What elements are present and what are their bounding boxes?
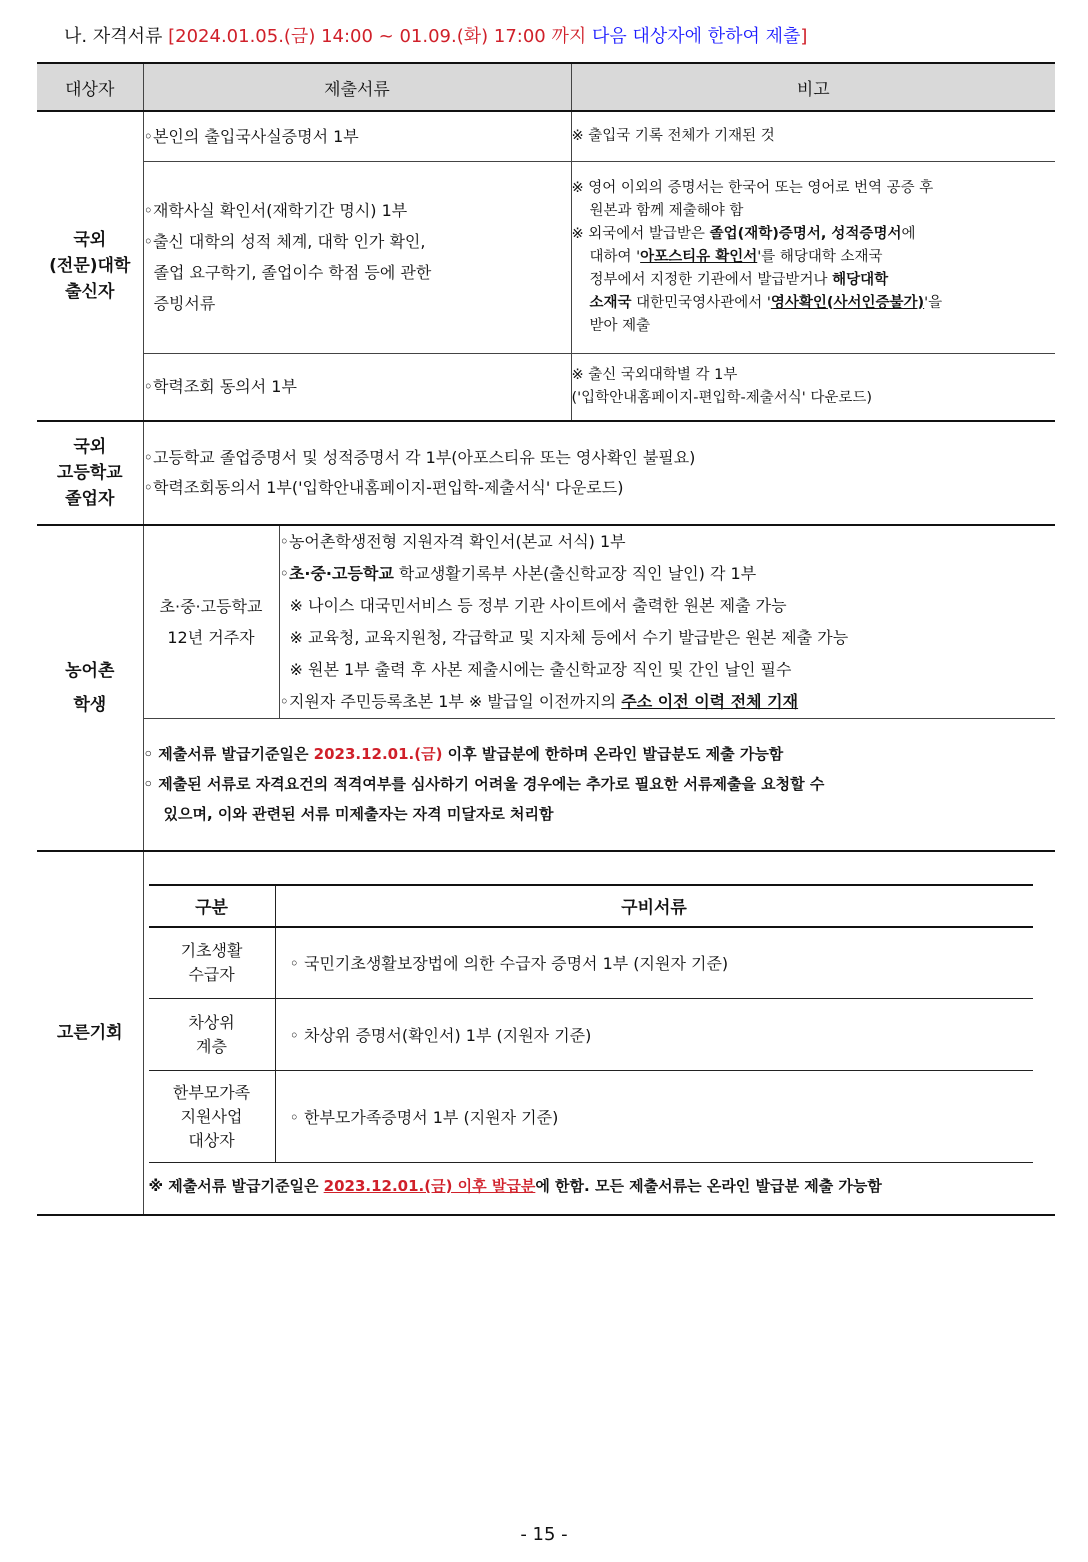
note-text: 정부에서 지정한 기관에서 발급받거나 xyxy=(589,271,833,288)
row-doc: ◦ 한부모가족증명서 1부 (지원자 기준) xyxy=(275,1071,1033,1163)
note-line: ※ 출신 국외대학별 각 1부 xyxy=(571,366,738,383)
rural-notes xyxy=(143,719,1055,851)
cat-line: 국외 xyxy=(73,230,107,250)
doc-line: 졸업 요구학기, 졸업이수 학점 등에 관한 xyxy=(153,263,432,282)
note-text: 대하여 ' xyxy=(589,248,641,265)
note-line xyxy=(572,292,1056,315)
doc-line: ※ 원본 1부 출력 후 사본 제출시에는 출신학교장 직인 및 간인 날인 필수 xyxy=(289,660,792,679)
header-documents: 제출서류 xyxy=(143,63,571,111)
note-line: 원본과 함께 제출해야 함 xyxy=(589,202,744,219)
doc-enrollment xyxy=(143,161,571,353)
note-line xyxy=(572,246,1056,269)
note-line xyxy=(572,223,1056,246)
doc-high-school xyxy=(143,421,1055,525)
note-text: '을 xyxy=(924,294,943,311)
rural-subcategory xyxy=(143,525,279,719)
sub-line: 12년 거주자 xyxy=(167,628,255,647)
doc-line: ◦고등학교 졸업증명서 및 성적증명서 각 1부(아포스티유 또는 영사확인 불필요) xyxy=(143,448,696,467)
doc-bold: 초·중·고등학교 xyxy=(288,564,394,583)
label-line: 지원사업 xyxy=(180,1106,243,1126)
title-target: 다음 대상자에 한하여 제출 xyxy=(586,26,801,47)
row-label xyxy=(149,927,276,999)
sub-line: 초·중·고등학교 xyxy=(159,597,263,616)
doc-text: ◦ xyxy=(279,564,289,583)
note-line: 있으며, 이와 관련된 서류 미제출자는 자격 미달자로 처리함 xyxy=(163,805,554,824)
doc-line: ◦재학사실 확인서(재학기간 명시) 1부 xyxy=(143,201,408,220)
category-foreign-high xyxy=(37,421,143,525)
title-prefix: 나. 자격서류 xyxy=(64,26,169,47)
header-target: 대상자 xyxy=(37,63,143,111)
note-text: 에 xyxy=(901,225,916,242)
note-line: ◦ 제출된 서류로 자격요건의 적격여부를 심사하기 어려울 경우에는 추가로 필요한 서류제출을 요청할 수 xyxy=(143,775,825,794)
cat-line: 학생 xyxy=(73,694,107,715)
doc-line: ◦학력조회동의서 1부('입학안내홈페이지-편입학-제출서식' 다운로드) xyxy=(143,478,624,497)
label-line: 수급자 xyxy=(188,964,235,984)
foot-text: ※ 제출서류 발급기준일은 xyxy=(148,1177,324,1195)
cat-line: 고등학교 xyxy=(56,463,123,483)
doc-line: 증빙서류 xyxy=(153,294,216,313)
header-remarks: 비고 xyxy=(571,63,1055,111)
documents-table xyxy=(37,62,1055,1216)
label-line: 계층 xyxy=(196,1036,227,1056)
note-bold: 영사확인(사서인증불가) xyxy=(770,294,925,311)
note-line xyxy=(572,269,1056,292)
section-title xyxy=(64,22,807,48)
note-date: 2023.12.01.(금) xyxy=(313,745,443,764)
doc-text: 학교생활기록부 사본(출신학교장 직인 날인) 각 1부 xyxy=(393,564,757,583)
category-rural xyxy=(37,525,143,851)
cat-line: (전문)대학 xyxy=(49,256,131,276)
foot-date: 2023.12.01.(금) 이후 발급분 xyxy=(323,1177,536,1195)
note-bold: 아포스티유 확인서 xyxy=(640,248,758,265)
doc-line xyxy=(280,686,1056,718)
label-line: 한부모가족 xyxy=(172,1082,251,1102)
note-text: ※ 외국에서 발급받은 xyxy=(571,225,710,242)
note-line: ※ 영어 이외의 증명서는 한국어 또는 영어로 번역 공증 후 xyxy=(571,179,934,196)
doc-immigration: ◦본인의 출입국사실증명서 1부 xyxy=(143,111,571,161)
note-line: 받아 제출 xyxy=(589,317,651,334)
note-immigration: ※ 출입국 기록 전체가 기재된 것 xyxy=(571,111,1055,161)
note-text: '를 해당대학 소재국 xyxy=(757,248,883,265)
doc-bold: 주소 이전 이력 전체 기재 xyxy=(621,692,799,711)
table-row xyxy=(149,927,1033,999)
category-equal-opportunity: 고른기회 xyxy=(37,851,143,1216)
doc-line xyxy=(280,558,1056,590)
label-line: 기초생활 xyxy=(180,940,243,960)
foot-text: 에 한함. 모든 제출서류는 온라인 발급분 제출 가능함 xyxy=(535,1177,882,1195)
row-doc: ◦ 차상위 증명서(확인서) 1부 (지원자 기준) xyxy=(275,999,1033,1071)
row-label xyxy=(149,1071,276,1163)
title-period: [2024.01.05.(금) 14:00 ~ 01.09.(화) 17:00 까지 xyxy=(168,26,587,47)
note-line xyxy=(144,739,1056,769)
cat-line: 국외 xyxy=(73,437,107,457)
equal-opportunity-cell xyxy=(143,851,1055,1216)
note-text: 이후 발급분에 한하며 온라인 발급분도 제출 가능함 xyxy=(442,745,784,764)
equal-opportunity-table xyxy=(149,884,1033,1164)
equal-footnote xyxy=(144,1163,1056,1214)
rural-documents xyxy=(279,525,1055,719)
note-text: ◦ 제출서류 발급기준일은 xyxy=(143,745,314,764)
note-text: 대한민국영사관에서 ' xyxy=(631,294,771,311)
cat-line: 농어촌 xyxy=(65,660,115,681)
row-label xyxy=(149,999,276,1071)
note-bold: 졸업(재학)증명서, 성적증명서 xyxy=(709,225,902,242)
table-row xyxy=(149,1071,1033,1163)
label-line: 대상자 xyxy=(188,1130,235,1150)
note-bold: 해당대학 xyxy=(832,271,889,288)
inner-header-docs: 구비서류 xyxy=(275,885,1033,927)
title-close: ] xyxy=(800,26,808,47)
doc-line: ※ 나이스 대국민서비스 등 정부 기관 사이트에서 출력한 원본 제출 가능 xyxy=(289,596,787,615)
doc-line: ◦농어촌학생전형 지원자격 확인서(본교 서식) 1부 xyxy=(279,532,626,551)
page-number: - 15 - xyxy=(520,1524,568,1545)
inner-header-type: 구분 xyxy=(149,885,276,927)
label-line: 차상위 xyxy=(188,1012,235,1032)
table-row xyxy=(149,999,1033,1071)
note-verification xyxy=(571,353,1055,421)
category-foreign-univ xyxy=(37,111,143,421)
cat-line: 졸업자 xyxy=(65,489,115,509)
note-enrollment xyxy=(571,161,1055,353)
cat-line: 출신자 xyxy=(65,282,115,302)
doc-line: ※ 교육청, 교육지원청, 각급학교 및 지자체 등에서 수기 발급받은 원본 제출 가능 xyxy=(289,628,849,647)
row-doc: ◦ 국민기초생활보장법에 의한 수급자 증명서 1부 (지원자 기준) xyxy=(275,927,1033,999)
doc-verification: ◦학력조회 동의서 1부 xyxy=(143,353,571,421)
doc-line: ◦출신 대학의 성적 체계, 대학 인가 확인, xyxy=(143,232,426,251)
doc-text: ◦지원자 주민등록초본 1부 ※ 발급일 이전까지의 xyxy=(279,692,622,711)
note-line: ('입학안내홈페이지-편입학-제출서식' 다운로드) xyxy=(571,389,873,406)
note-bold: 소재국 xyxy=(589,294,632,311)
